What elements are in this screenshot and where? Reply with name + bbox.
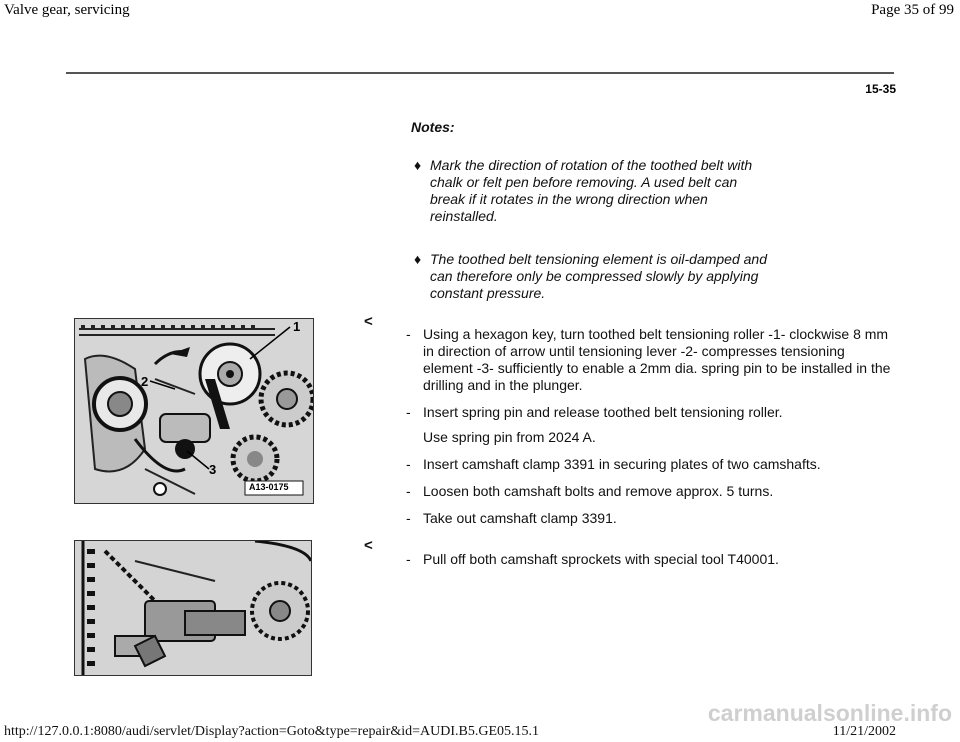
step-text: Insert spring pin and release toothed belt tensioning roller. xyxy=(423,404,783,420)
dash-bullet: - xyxy=(406,551,411,567)
list-item xyxy=(406,404,894,421)
diamond-bullet-icon: ♦ xyxy=(414,157,422,173)
notes-heading: Notes: xyxy=(411,119,455,135)
callout-label-2: 2 xyxy=(141,374,149,389)
dash-bullet: - xyxy=(406,510,411,526)
note-text: Mark the direction of rotation of the toothed belt with chalk or felt pen before removing. A used belt can break if it rotates in the wrong direction when reinstalled. xyxy=(430,157,753,224)
list-item xyxy=(406,510,894,527)
callout-label-3: 3 xyxy=(209,462,217,477)
callout-label-1: 1 xyxy=(293,319,301,334)
dash-bullet: - xyxy=(406,483,411,499)
step-text: Using a hexagon key, turn toothed belt tensioning roller -1- clockwise 8 mm in direction of arrow until tensioning lever -2- compresses tensioning element -3- sufficiently to enable a 2mm dia. spring pin to be installed in the drilling and in the plunger. xyxy=(423,326,891,393)
page-number: 15-35 xyxy=(865,82,896,96)
diamond-bullet-icon: ♦ xyxy=(414,251,422,267)
dash-bullet: - xyxy=(406,326,411,342)
footer-url[interactable]: http://127.0.0.1:8080/audi/servlet/Display?action=Goto&type=repair&id=AUDI.B5.GE05.15.1 xyxy=(4,724,539,739)
dash-bullet: - xyxy=(406,404,411,420)
footer-date: 11/21/2002 xyxy=(832,724,896,739)
note-text: The toothed belt tensioning element is oil-damped and can therefore only be compressed slowly by applying constant pressure. xyxy=(430,251,767,301)
procedure-steps xyxy=(406,326,894,537)
step-text: Take out camshaft clamp 3391. xyxy=(423,510,617,526)
step-subnote: Use spring pin from 2024 A. xyxy=(423,429,596,445)
note-item xyxy=(414,157,770,225)
step-text: Loosen both camshaft bolts and remove approx. 5 turns. xyxy=(423,483,774,499)
left-arrow-icon: < xyxy=(364,313,373,330)
dash-bullet: - xyxy=(406,456,411,472)
tensioner-illustration xyxy=(74,318,314,504)
step-text: Insert camshaft clamp 3391 in securing plates of two camshafts. xyxy=(423,456,821,472)
list-item xyxy=(406,483,894,500)
step-text: Pull off both camshaft sprockets with special tool T40001. xyxy=(423,551,779,567)
header-page-indicator: Page 35 of 99 xyxy=(871,2,954,18)
list-item xyxy=(406,551,894,568)
header-rule xyxy=(66,72,894,74)
list-item xyxy=(406,456,894,473)
procedure-steps xyxy=(406,551,894,578)
watermark: carmanualsonline.info xyxy=(707,700,952,726)
header-title: Valve gear, servicing xyxy=(4,2,130,18)
left-arrow-icon: < xyxy=(364,537,373,554)
list-item xyxy=(406,326,894,394)
figure-code: A13-0175 xyxy=(249,482,289,492)
note-item xyxy=(414,251,770,302)
puller-tool-illustration xyxy=(74,540,312,676)
